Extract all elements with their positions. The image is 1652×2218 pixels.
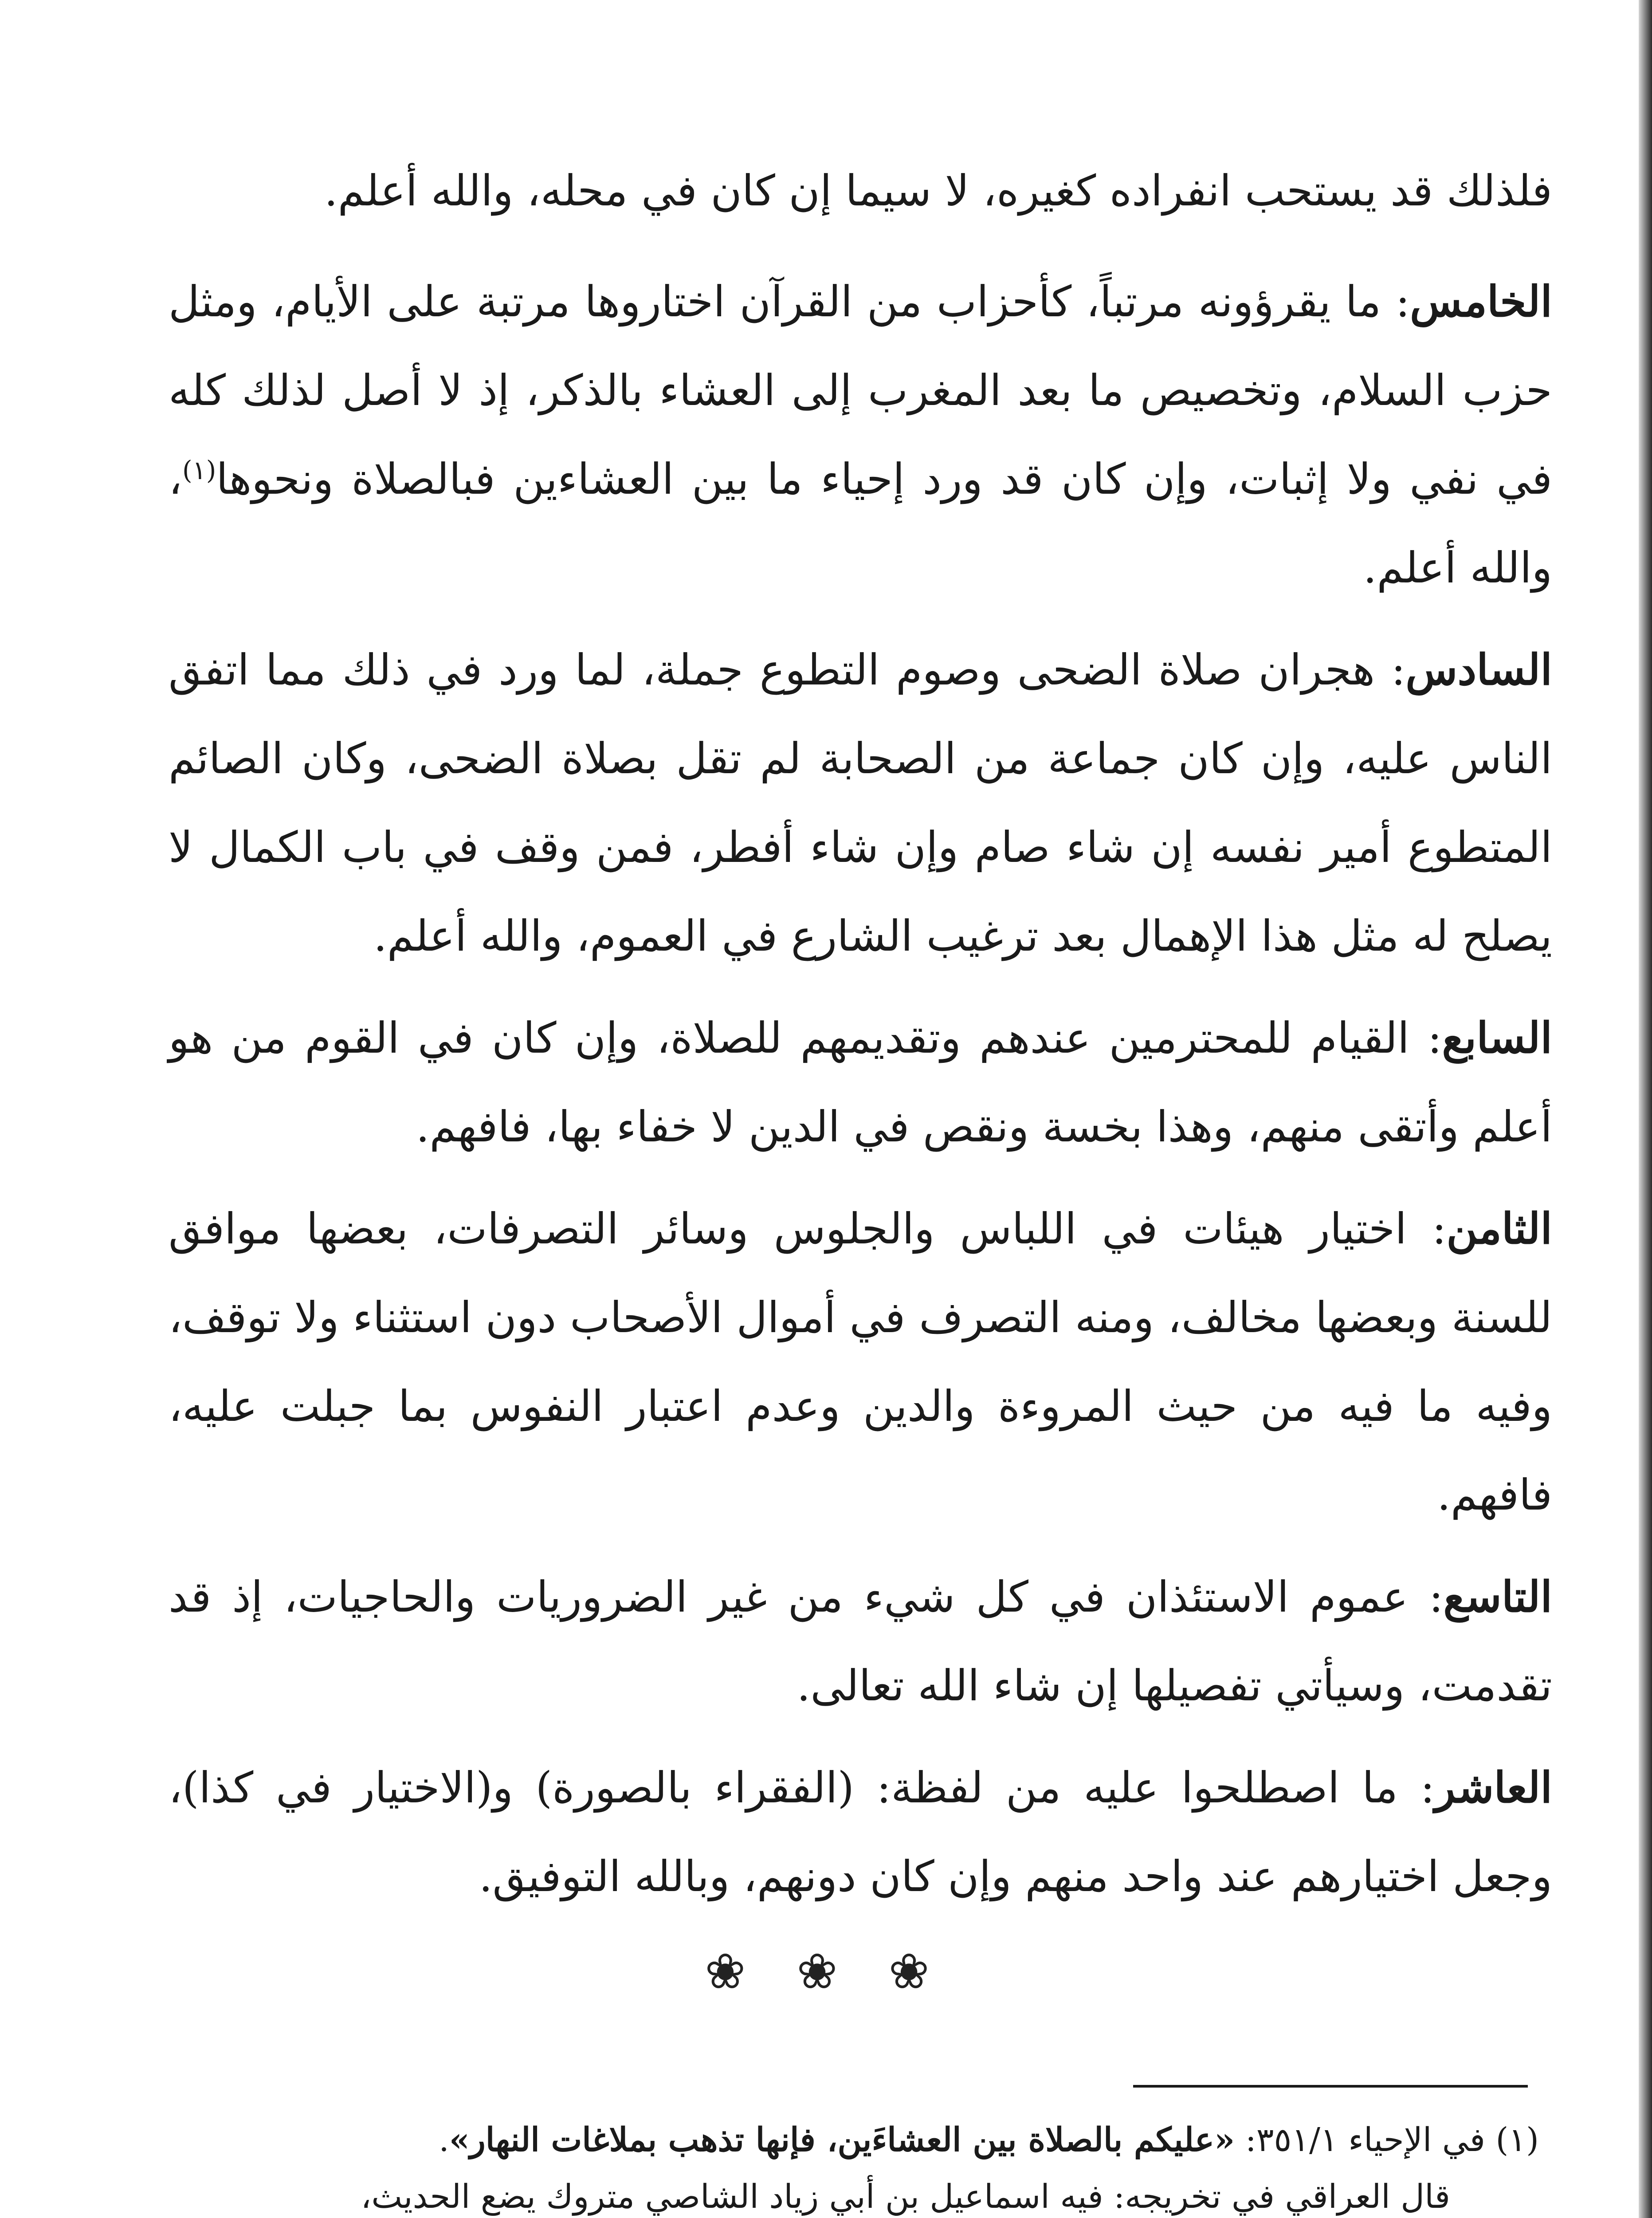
page-binding-edge (1639, 0, 1652, 2218)
footnote-reference[interactable]: (١) (182, 455, 216, 485)
paragraph-text: : عموم الاستئذان في كل شيء من غير الضروريات والحاجيات، إذ قد تقدمت، وسيأتي تفصيلها إن شاء الله تعالى. (169, 1572, 1552, 1711)
paragraph-heading: العاشر (1435, 1762, 1553, 1813)
section-separator-ornaments: ❀ ❀ ❀ (705, 1943, 947, 2000)
paragraph-heading: الثامن (1446, 1203, 1552, 1254)
paragraph-text: : القيام للمحترمين عندهم وتقديمهم للصلاة، وإن كان في القوم من هو أعلم وأتقى منهم، وهذا بخسة ونقص في الدين لا خفاء بها، فافهم. (169, 1013, 1552, 1152)
paragraph-heading: السابع (1442, 1013, 1552, 1063)
paragraph-heading: السادس (1405, 645, 1552, 695)
footnote-line-2: قال العراقي في تخريجه: فيه اسماعيل بن أبي زياد الشاصي متروك يضع الحديث، (361, 2178, 1450, 2216)
footnote-line-1 (164, 2112, 1539, 2168)
footnote-hadith-quote: «عليكم بالصلاة بين العشاءَين، فإنها تذهب بملاغات النهار» (449, 2121, 1235, 2159)
paragraph-seventh (169, 994, 1552, 1171)
footnotes (164, 2112, 1539, 2218)
paragraph-eighth (169, 1184, 1552, 1539)
paragraph-intro (169, 146, 1552, 235)
paragraph-text: : ما اصطلحوا عليه من لفظة: (الفقراء بالصورة) و(الاختيار في كذا)، وجعل اختيارهم عند واحد منهم وإن كان دونهم، وبالله التوفيق. (169, 1763, 1552, 1901)
paragraph-tenth (169, 1743, 1552, 1921)
paragraph-tail: ، والله أعلم. (169, 454, 1552, 593)
footnote-divider (1133, 2085, 1528, 2088)
paragraph-text: : ما يقرؤونه مرتباً، كأحزاب من القرآن اختاروها مرتبة على الأيام، ومثل حزب السلام، وتخصيص ما بعد المغرب إلى العشاء بالذكر، إذ لا أصل لذلك كله في نفي ولا إثبات، وإن كان قد ورد إحياء ما بين العشاءين فبالصلاة ونحوها (169, 277, 1553, 504)
footnote-marker: (١) (1495, 2121, 1539, 2159)
main-text (169, 146, 1552, 1934)
paragraph-text: فلذلك قد يستحب انفراده كغيره، لا سيما إن كان في محله، والله أعلم. (324, 166, 1552, 216)
footnote-source: في الإحياء ٣٥١/١: (1235, 2121, 1485, 2159)
paragraph-heading: الخامس (1410, 276, 1552, 326)
paragraph-ninth (169, 1553, 1552, 1730)
paragraph-sixth (169, 625, 1552, 980)
paragraph-text: : هجران صلاة الضحى وصوم التطوع جملة، لما ورد في ذلك مما اتفق الناس عليه، وإن كان جماعة من الصحابة لم تقل بصلاة الضحى، وكان الصائم المتطوع أمير نفسه إن شاء صام وإن شاء أفطر، فمن وقف في باب الكمال لا يصلح له مثل هذا الإهمال بعد ترغيب الشارع في العموم، والله أعلم. (169, 645, 1552, 961)
paragraph-text: : اختيار هيئات في اللباس والجلوس وسائر التصرفات، بعضها موافق للسنة وبعضها مخالف، ومنه التصرف في أموال الأصحاب دون استثناء ولا توقف، وفيه ما فيه من حيث المروءة والدين وعدم اعتبار النفوس بما جبلت عليه، فافهم. (169, 1204, 1552, 1520)
footnote-punctuation: . (439, 2121, 449, 2159)
paragraph-fifth (169, 257, 1552, 612)
paragraph-heading: التاسع (1443, 1572, 1552, 1622)
